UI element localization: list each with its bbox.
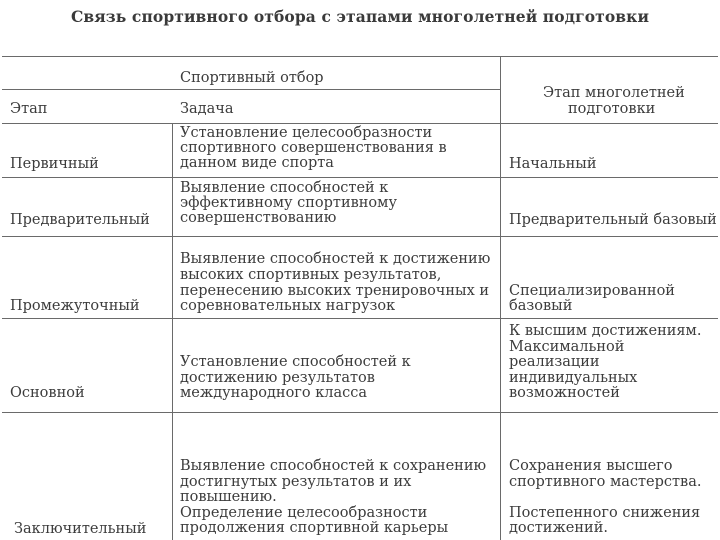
row-3-task-line: высоких спортивных результатов, <box>180 267 442 283</box>
row-5-stage: Заключительный <box>14 521 147 537</box>
row-2-task-line: совершенствованию <box>180 210 337 226</box>
row-4-training-line: возможностей <box>509 385 620 401</box>
row-rule-3 <box>2 318 718 319</box>
header-group-label: Спортивный отбор <box>180 70 324 86</box>
row-4-task-line: международного класса <box>180 385 368 401</box>
header-stage: Этап <box>10 101 48 117</box>
row-5-task-line: Определение целесообразности <box>180 505 428 521</box>
row-2-stage: Предварительный <box>10 212 150 228</box>
row-1-stage: Первичный <box>10 156 99 172</box>
row-4-stage: Основной <box>10 385 85 401</box>
row-5-task-line: Выявление способностей к сохранению <box>180 458 487 474</box>
row-5-training-line: Сохранения высшего <box>509 458 673 474</box>
row-4-task-line: достижению результатов <box>180 370 375 386</box>
row-rule-4 <box>2 412 718 413</box>
header-rule-bottom <box>2 123 718 124</box>
header-training-line-1: Этап многолетней <box>543 85 685 101</box>
row-4-task-line: Установление способностей к <box>180 354 411 370</box>
row-3-task-line: перенесению высоких тренировочных и <box>180 283 490 299</box>
row-5-task-line: продолжения спортивной карьеры <box>180 520 449 536</box>
row-5-training-line: Постепенного снижения <box>509 505 701 521</box>
header-task: Задача <box>180 101 234 117</box>
row-1-training: Начальный <box>509 156 597 172</box>
row-2-task-line: Выявление способностей к <box>180 180 389 196</box>
row-5-training-line: спортивного мастерства. <box>509 474 702 490</box>
row-5-task-line: повышению. <box>180 489 277 505</box>
row-1-task-line: спортивного совершенствования в <box>180 140 447 156</box>
row-rule-2 <box>2 236 718 237</box>
row-2-task-line: эффективному спортивному <box>180 195 397 211</box>
row-4-training-line: индивидуальных <box>509 370 638 386</box>
row-3-stage: Промежуточный <box>10 298 140 314</box>
col-divider-task <box>172 123 173 540</box>
row-4-training-line: К высшим достижениям. <box>509 323 702 339</box>
header-rule-top <box>2 56 718 57</box>
row-3-task-line: Выявление способностей к достижению <box>180 251 491 267</box>
row-3-task-line: соревновательных нагрузок <box>180 298 396 314</box>
col-divider-training <box>500 56 501 540</box>
table-title: Связь спортивного отбора с этапами многолетней подготовки <box>70 7 650 26</box>
row-2-training: Предварительный базовый <box>509 212 717 228</box>
row-5-training-line: достижений. <box>509 520 608 536</box>
row-3-training-line: базовый <box>509 298 573 314</box>
row-4-training-line: Максимальной <box>509 339 625 355</box>
header-rule-group <box>2 89 501 90</box>
header-training-line-2: подготовки <box>568 101 656 117</box>
row-5-task-line: достигнутых результатов и их <box>180 474 412 490</box>
row-1-task-line: Установление целесообразности <box>180 125 433 141</box>
row-rule-1 <box>2 177 718 178</box>
row-4-training-line: реализации <box>509 354 600 370</box>
row-3-training-line: Специализированной <box>509 283 675 299</box>
row-1-task-line: данном виде спорта <box>180 155 334 171</box>
